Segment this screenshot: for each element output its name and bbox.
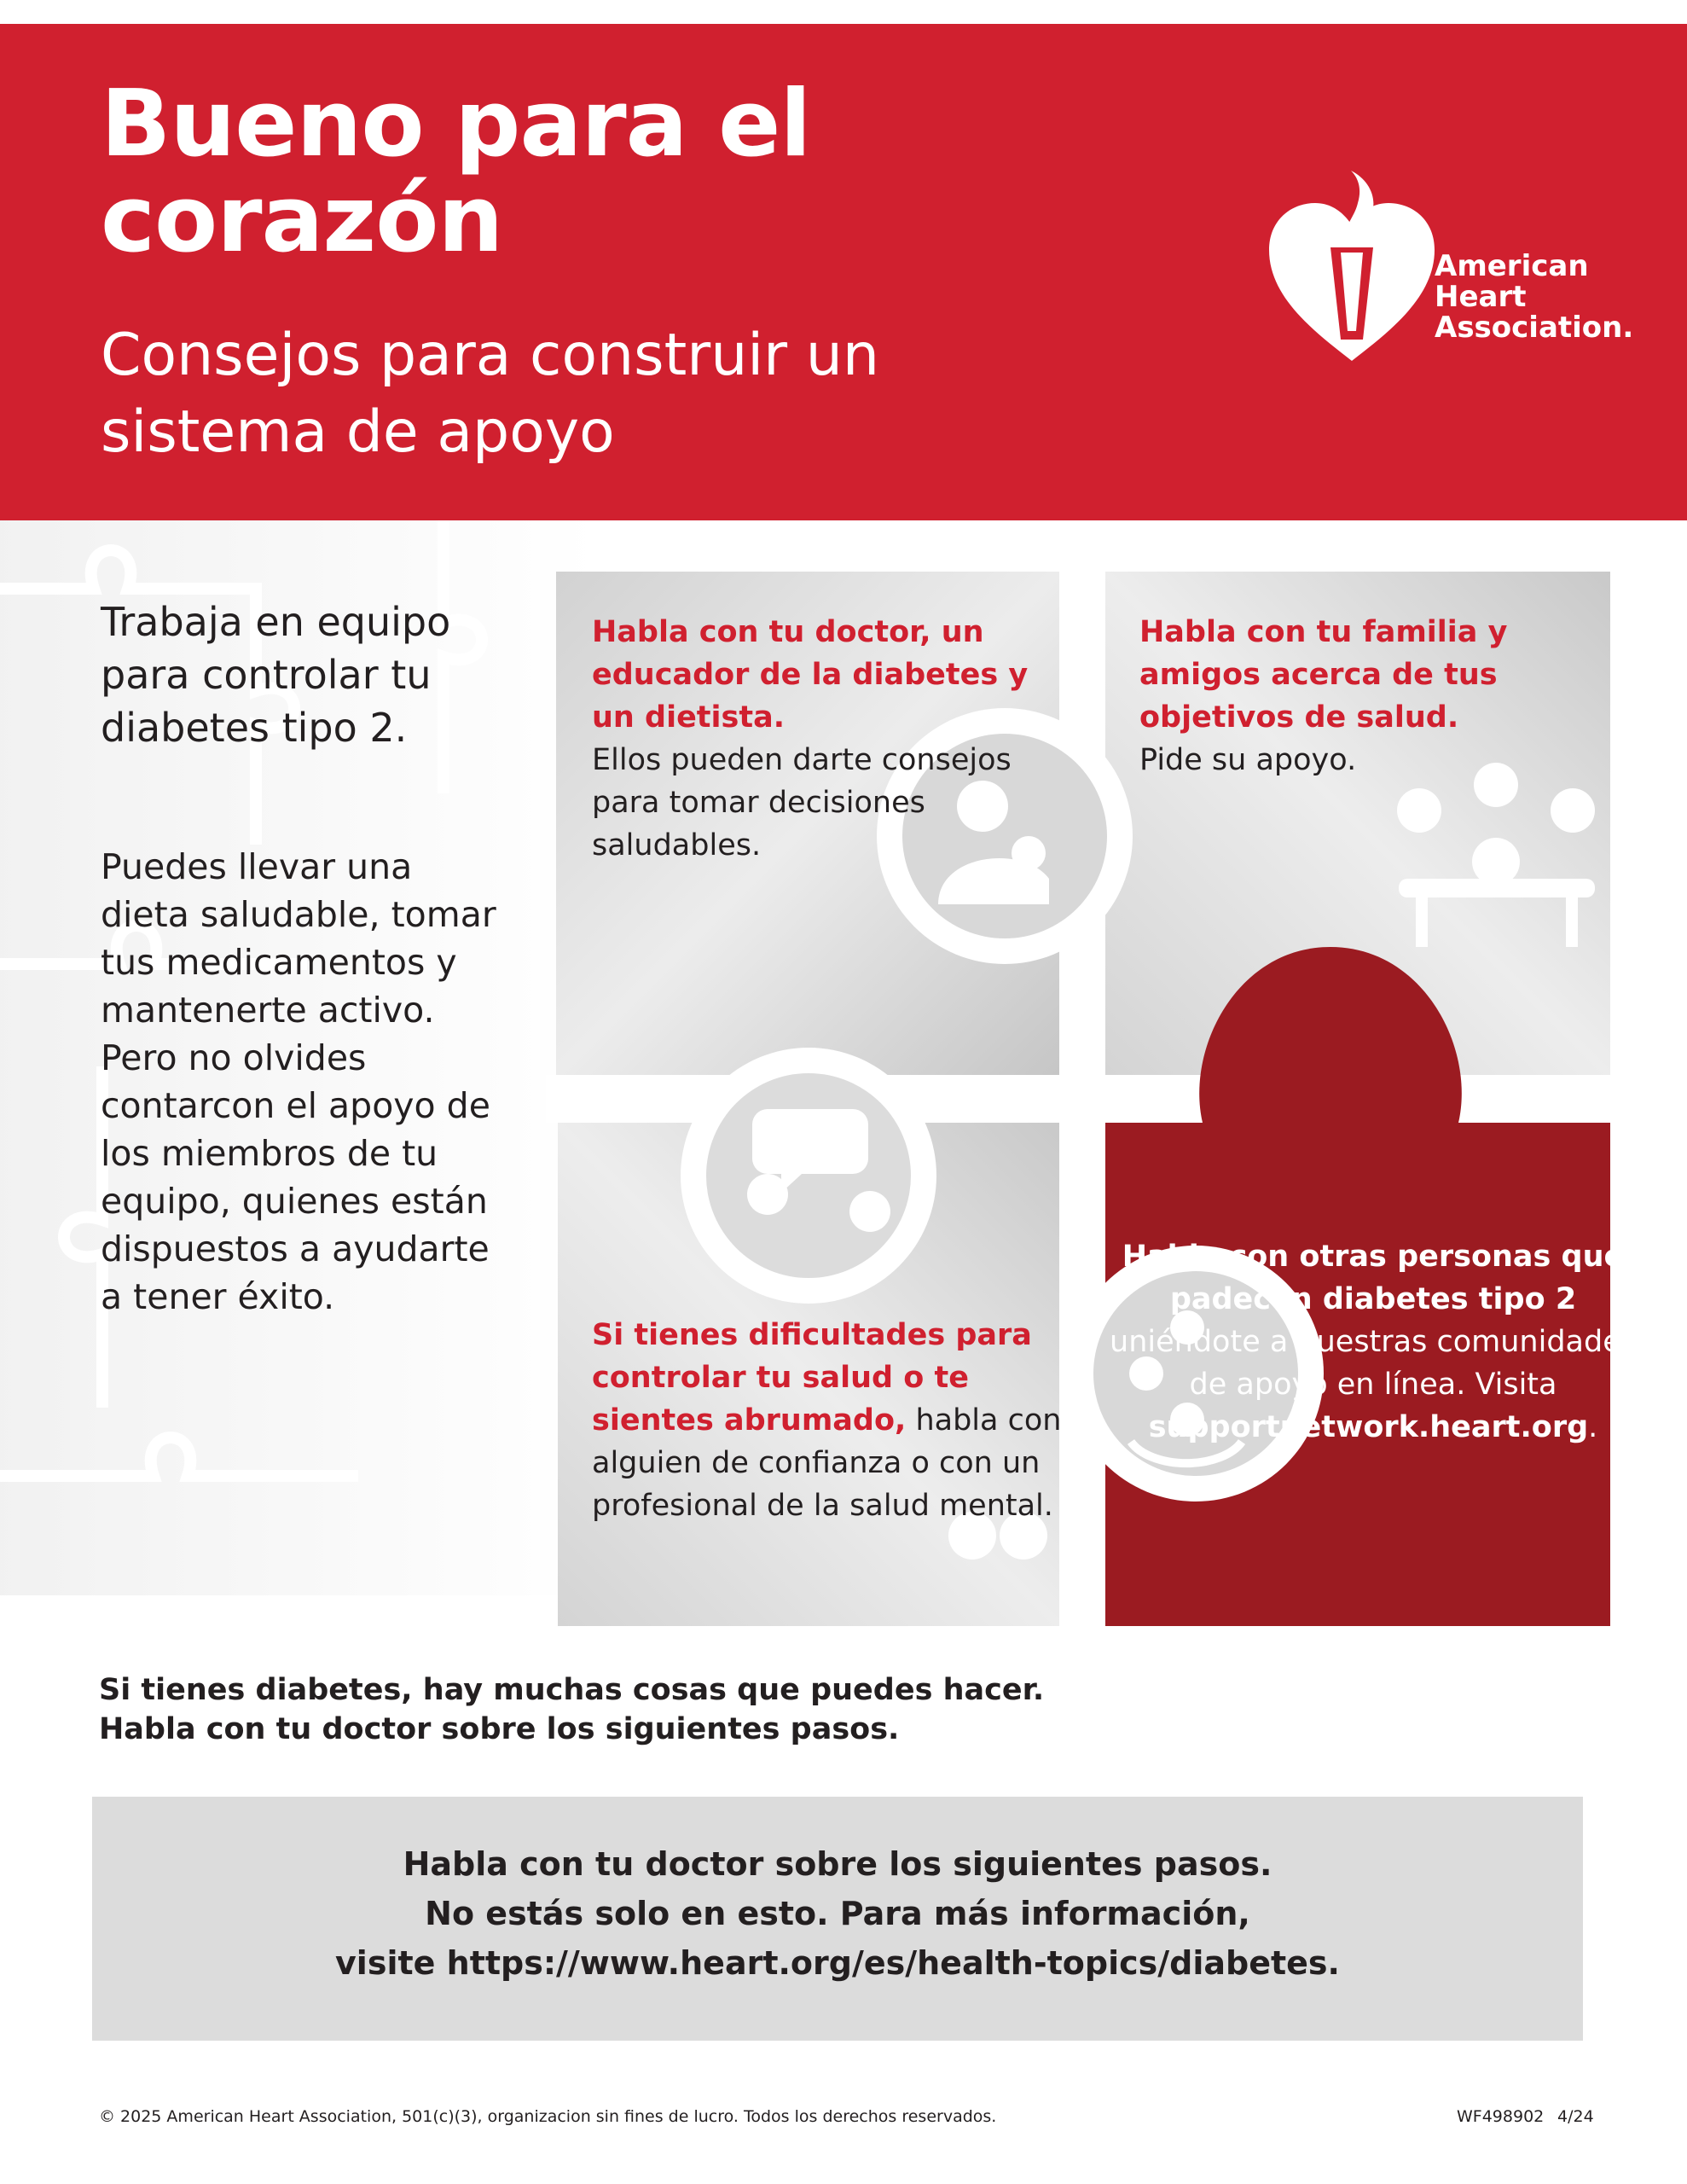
info-line-3[interactable]: visite https://www.heart.org/es/health-topics/diabetes. — [335, 1944, 1340, 1982]
tile-community-body: uniéndote a nuestras comunidades de apoyo en línea. Visita — [1110, 1325, 1637, 1402]
tile-family-text — [1139, 611, 1617, 781]
info-box-text — [92, 1839, 1583, 1988]
page-subtitle: Consejos para construir un sistema de apoyo — [101, 322, 879, 466]
intro-body: Puedes llevar una dieta saludable, tomar tus medicamentos y mantenerte activo. Pero no olvides contarcon el apoyo de los miembros de tu equipo, quienes están dispuestos a ayudarte a tener éxito. — [101, 846, 496, 1317]
tile-doctor-text — [592, 611, 1070, 867]
support-network-link[interactable]: supportnetwork.heart.org — [1148, 1410, 1589, 1444]
intro-heading: Trabaja en equipo para controlar tu diabetes tipo 2. — [101, 599, 451, 751]
tile-doctor-heading: Habla con tu doctor, un educador de la diabetes y un dietista. — [592, 615, 1029, 735]
footer-copyright: © 2025 American Heart Association, 501(c)(3), organizacion sin fines de lucro. Todos los derechos reservados. — [99, 2107, 997, 2126]
tile-community-heading: Habla con otras personas que padecen diabetes tipo 2 — [1122, 1240, 1625, 1316]
footer-code: WF498902 — [1457, 2107, 1545, 2126]
info-line-1: Habla con tu doctor sobre los siguientes pasos. — [403, 1845, 1272, 1883]
tile-community-end: . — [1588, 1410, 1598, 1444]
logo-line-1: American — [1435, 249, 1589, 283]
tile-mental-text — [592, 1314, 1070, 1527]
logo-line-2: Heart — [1435, 280, 1527, 314]
tile-mental-heading: Si tienes dificultades para controlar tu salud o te sientes abrumado, — [592, 1318, 1032, 1438]
info-line-2: No estás solo en esto. Para más información, — [425, 1895, 1250, 1932]
tile-community-text — [1100, 1235, 1646, 1449]
footer-date: 4/24 — [1557, 2107, 1594, 2126]
tile-doctor-body: Ellos pueden darte consejos para tomar decisiones saludables. — [592, 743, 1012, 863]
tile-mental-body: habla con alguien de confianza o con un profesional de la salud mental. — [592, 1403, 1062, 1523]
next-steps-text: Si tienes diabetes, hay muchas cosas que puedes hacer. Habla con tu doctor sobre los siguientes pasos. — [99, 1673, 1045, 1746]
tile-family-heading: Habla con tu familia y amigos acerca de tus objetivos de salud. — [1139, 615, 1508, 735]
tile-family-body: Pide su apoyo. — [1139, 743, 1357, 777]
page-title: Bueno para el corazón — [101, 71, 811, 273]
logo-line-3: Association. — [1435, 311, 1634, 345]
